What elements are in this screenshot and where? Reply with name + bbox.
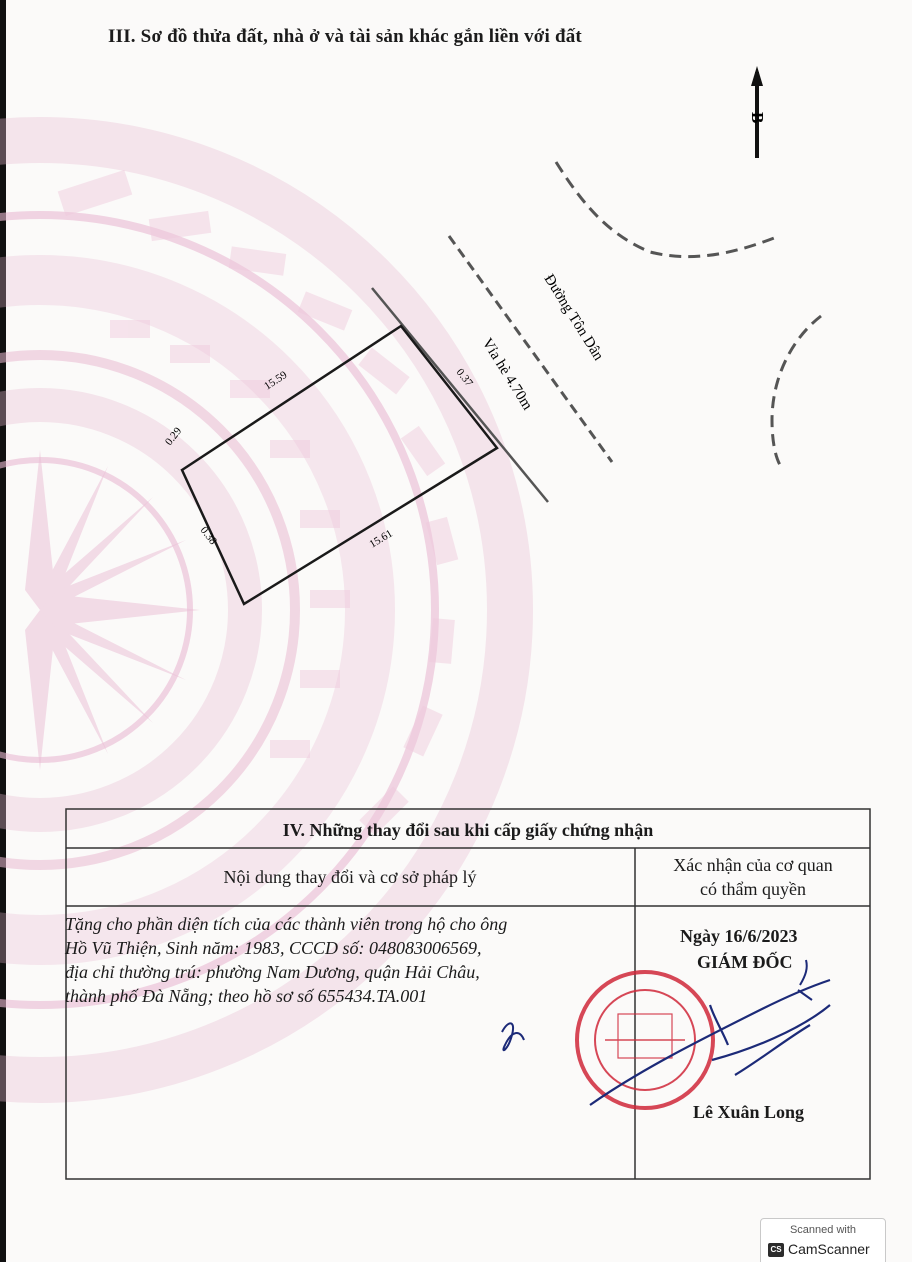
road-edge-east xyxy=(772,316,821,465)
camscanner-badge xyxy=(760,1218,886,1266)
dimension-bottom: 15.61 xyxy=(367,527,395,551)
changes-table-title: IV. Những thay đổi sau khi cấp giấy chứng nhận xyxy=(282,820,654,840)
change-content-line: thành phố Đà Nẵng; theo hồ sơ số 655434.TA.001 xyxy=(65,986,428,1006)
change-content-line: Hồ Vũ Thiện, Sinh năm: 1983, CCCD số: 048083006569, xyxy=(65,938,482,958)
dimension-left-upper: 0.29 xyxy=(162,425,185,448)
road-name-label: Đường Tôn Dân xyxy=(540,271,607,364)
changes-table xyxy=(65,808,871,1180)
confirmation-header-line2: có thẩm quyền xyxy=(700,879,806,899)
road-edge-north xyxy=(556,162,774,257)
scanned-with-label: Scanned with xyxy=(789,1224,857,1236)
column-header-content: Nội dung thay đổi và cơ sở pháp lý xyxy=(223,867,477,887)
confirmation-header-line1: Xác nhận của cơ quan xyxy=(673,855,833,875)
change-content xyxy=(65,912,625,1008)
section-title: III. Sơ đồ thửa đất, nhà ở và tài sản khác gắn liền với đất xyxy=(108,26,582,47)
change-content-line: Tặng cho phần diện tích của các thành viên trong hộ cho ông xyxy=(65,914,508,934)
sidewalk-label: Vỉa hè 4.70m xyxy=(478,335,536,414)
north-label: B xyxy=(748,112,767,124)
dimension-right: 0.37 xyxy=(453,366,475,390)
confirmation-date: Ngày 16/6/2023 xyxy=(680,926,798,946)
signer-title: GIÁM ĐỐC xyxy=(697,952,793,972)
dimension-left-lower: 0.38 xyxy=(197,524,219,548)
dimension-top: 15.59 xyxy=(262,368,290,393)
change-content-line: địa chỉ thường trú: phường Nam Dương, quận Hải Châu, xyxy=(65,962,480,982)
signer-name: Lê Xuân Long xyxy=(693,1102,805,1122)
camscanner-logo-icon: CS xyxy=(768,1243,784,1257)
column-header-confirmation xyxy=(635,848,871,906)
page-bottom-margin xyxy=(0,1262,912,1280)
land-parcel xyxy=(182,326,497,604)
camscanner-app-name: CamScanner xyxy=(788,1241,870,1257)
